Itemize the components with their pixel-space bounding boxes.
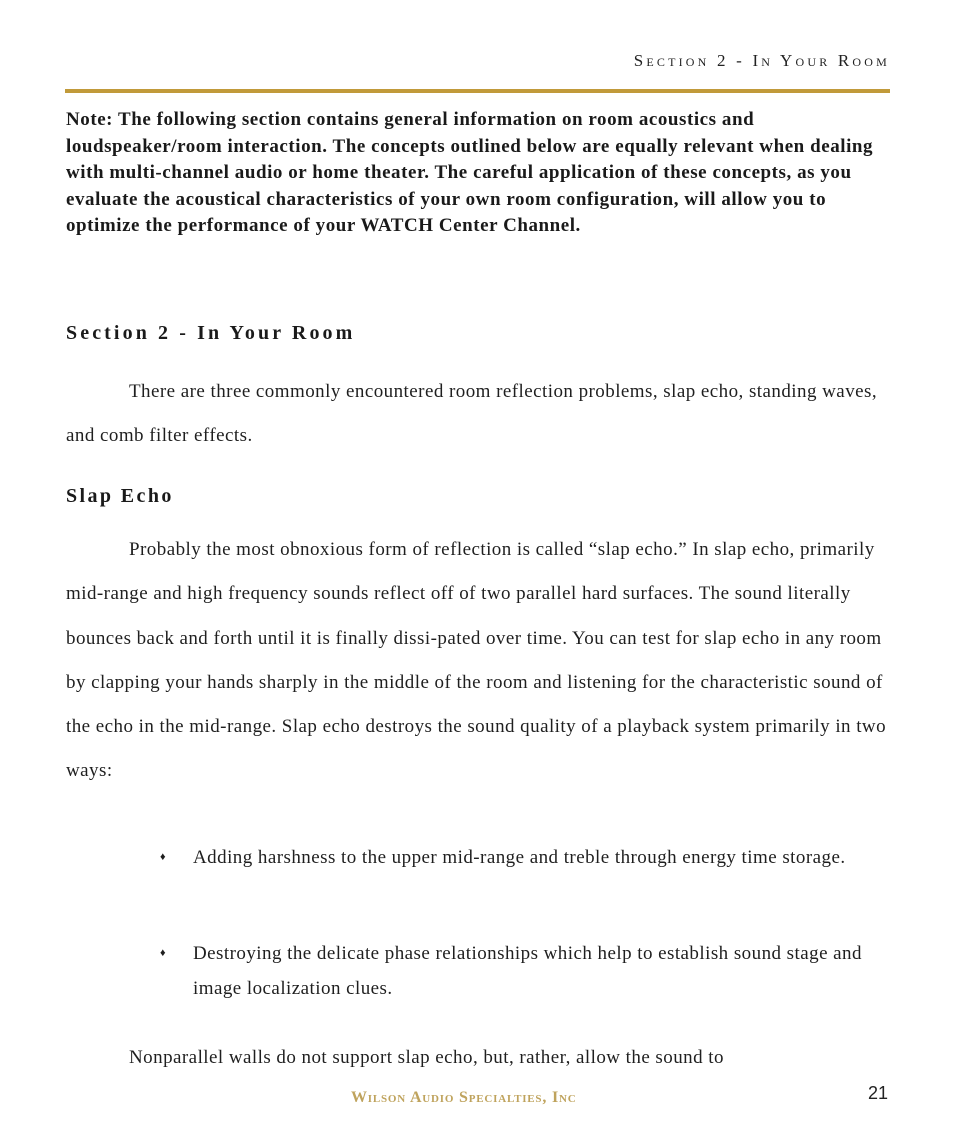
section-heading: Section 2 - In Your Room — [66, 322, 356, 344]
closing-paragraph: Nonparallel walls do not support slap echo, but, rather, allow the sound to — [129, 1047, 724, 1068]
bullet-text: Adding harshness to the upper mid-range and treble through energy time storage. — [193, 847, 846, 868]
bullet-list-item — [160, 840, 870, 875]
intro-paragraph: There are three commonly encountered room reflection problems, slap echo, standing waves, and comb filter effects. — [66, 381, 878, 447]
note-paragraph: Note: The following section contains general information on room acoustics and loudspeaker/room interaction. The concepts outlined below are equally relevant when dealing with multi-channel audio or home theater. The careful application of these concepts, as you evaluate the acoustical characteristics of your own room configuration, will allow you to optimize the performance of your WATCH Center Channel. — [66, 109, 874, 236]
bullet-list-item — [160, 936, 870, 1006]
footer-company-name: Wilson Audio Specialties, Inc — [351, 1089, 577, 1106]
page-number: 21 — [867, 1083, 888, 1103]
slap-echo-heading: Slap Echo — [66, 485, 174, 507]
bullet-text: Destroying the delicate phase relationships which help to establish sound stage and image localization clues. — [193, 943, 862, 999]
diamond-bullet-icon: ♦ — [160, 851, 167, 863]
running-header: Section 2 - In Your Room — [633, 51, 890, 70]
slap-echo-paragraph: Probably the most obnoxious form of reflection is called “slap echo.” In slap echo, primarily mid-range and high frequency sounds reflect off of two parallel hard surfaces. The sound literally bounces back and forth until it is finally dissi-pated over time. You can test for slap echo in any room by clapping your hands sharply in the middle of the room and listening for the characteristic sound of the echo in the mid-range. Slap echo destroys the sound quality of a playback system primarily in two ways: — [66, 539, 887, 782]
diamond-bullet-icon: ♦ — [160, 947, 167, 959]
header-rule — [65, 89, 890, 93]
